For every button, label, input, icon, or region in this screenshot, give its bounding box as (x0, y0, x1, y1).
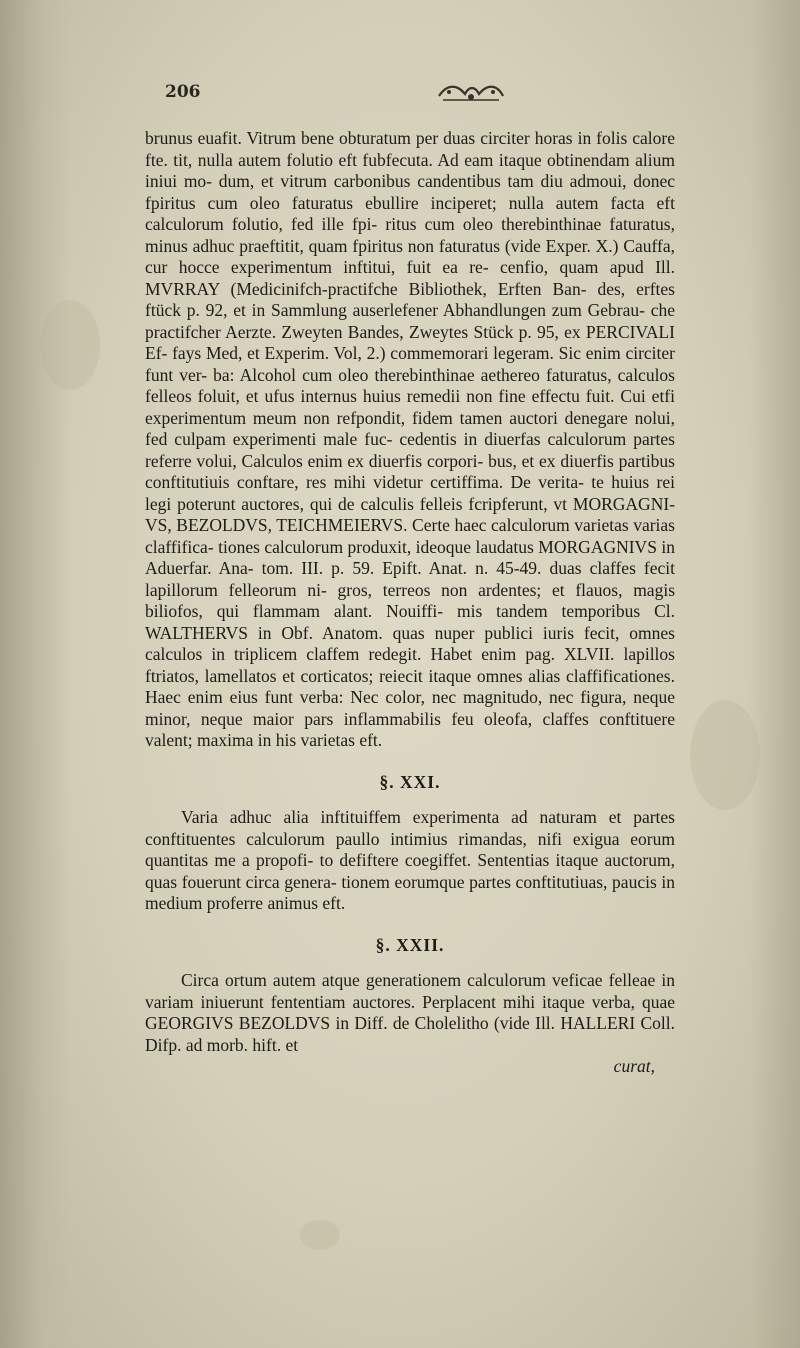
paper-stain (40, 300, 100, 390)
section-heading-21: §. XXI. (379, 771, 441, 792)
printer-ornament-icon (435, 82, 507, 104)
paper-stain (300, 1220, 340, 1250)
catchword: curat, (613, 1056, 655, 1076)
paragraph-section-21: Varia adhuc alia inftituiffem experimenta ad naturam et partes conftituentes calculorum paullo intimius rimandas, nifi exigua eorum quantitas me a propofi- to defiftere coegiffet. Sententias itaque auctorum, quas fouerunt circa genera- tionem eorumque partes conftitutiuas, paucis in medium proferre animus eft. (145, 807, 675, 913)
paragraph-continued: brunus euafit. Vitrum bene obturatum per duas circiter horas in folis calore fte. tit, nulla autem folutio eft fubfecuta. Ad eam itaque obtinendam alium iniui mo- dum, et vitrum carbonibus candentibus tam diu admoui, donec fpiritus cum oleo faturatus ebullire inciperet; nulla autem facta eft calculorum folutio, fed ille fpi- ritus cum oleo therebinthinae faturatus, minus adhuc praeftitit, quam fpiritus non faturatus (vide Exper. X.) Cauffa, cur hocce experimentum inftitui, fuit ea re- cenfio, quam apud Ill. MVRRAY (Medicinifch-practifche Bibliothek, Erften Ban- des, erftes ftück p. 92, et in Sammlung auserlefener Abhandlungen zum Gebrau- che practifcher Aerzte. Zweyten Bandes, Zweytes Stück p. 95, ex PERCIVALI Ef- fays Med, et Experim. Vol, 2.) commemorari legeram. Sic enim circiter funt ver- ba: Alcohol cum oleo therebinthinae aethereo faturatus, calculos felleos foluit, et ufus internus huius remedii non fine effectu fuit. Cui etfi experimentum meum non refpondit, fidem tamen auctori denegare nolui, fed culpam experimenti male fuc- cedentis in diuerfas calculorum partes referre volui, Calculos enim ex diuerfis corpori- bus, et ex diuerfis partibus conftitutiuis conftare, res mihi videtur certiffima. De verita- te huius rei legi poterunt auctores, qui de calculis felleis fcripferunt, vt MORGAGNI- VS, BEZOLDVS, TEICHMEIERVS. Certe haec calculorum varietas varias claffifica- tiones calculorum produxit, ideoque laudatus MORGAGNIVS in Aduerfar. Ana- tom. III. p. 59. Epift. Anat. n. 45-49. duas claffes fecit lapillorum felleorum ni- gros, terreos non ardentes; et flauos, magis biliofos, qui flammam alant. Nouiffi- mis tandem temporibus Cl. WALTHERVS in Obf. Anatom. quas nuper publici iuris fecit, omnes calculos in triplicem claffem redegit. Habet enim pag. XLVII. lapillos ftriatos, lamellatos et corticatos; reiecit itaque omnes alias claffificationes. Haec enim eius funt verba: Nec color, nec magnitudo, nec figura, neque minor, neque maior pars inflammabilis feu oleofa, claffes conftituere valent; maxima in his varietas eft. (145, 128, 675, 750)
page-gutter-shadow (0, 0, 70, 1348)
body-text (145, 128, 675, 1078)
section-heading-22: §. XXII. (375, 934, 445, 955)
page-number: 206 (165, 82, 201, 102)
page-edge-shadow (750, 0, 800, 1348)
page-header (165, 82, 625, 112)
paragraph-section-22: Circa ortum autem atque generationem calculorum veficae felleae in variam iniuerunt fententiam auctores. Perplacent mihi itaque verba, quae GEORGIVS BEZOLDVS in Diff. de Cholelitho (vide Ill. HALLERI Coll. Difp. ad morb. hift. et (145, 970, 675, 1055)
paper-stain (690, 700, 760, 810)
